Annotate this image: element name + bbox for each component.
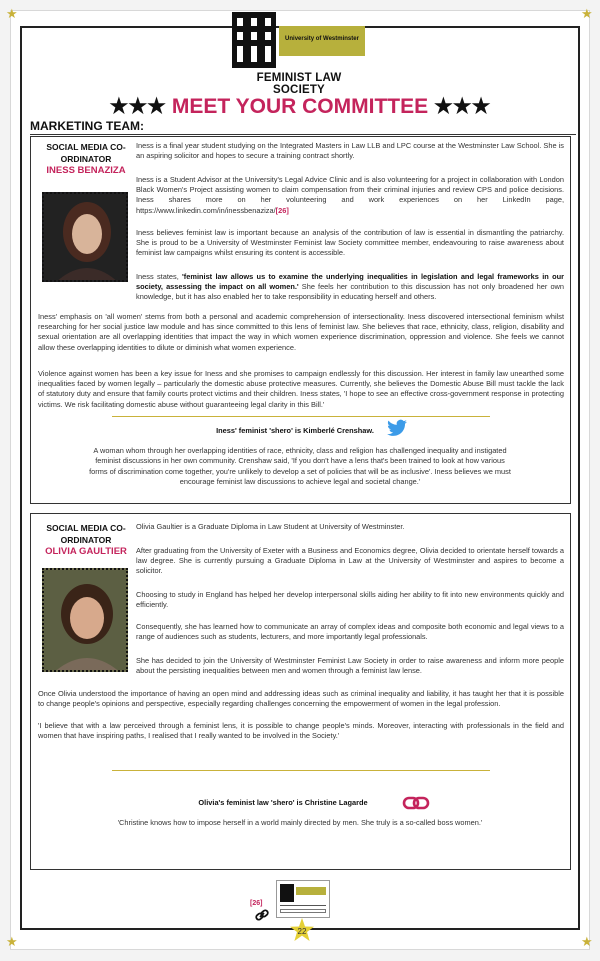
reference-link[interactable]: [26]	[275, 205, 289, 215]
page-title	[0, 94, 600, 119]
paragraph: Iness states, 'feminist law allows us to examine the underlying inequalities in legislation and legal frameworks in our society, assessing the impact on all women.' She feels her contribution to this discussion has not only broadened her own knowledge, but it has also enabled her to take responsibility in educating herself and others.	[136, 272, 564, 302]
corner-star-icon: ★	[581, 6, 593, 21]
paragraph: Iness' emphasis on 'all women' stems from both a personal and academic comprehension of intersectionality. Iness discovered intersectional feminism whilst researching for her social justice law module and has since committed to this lens of feminist law. She believes that race, ethnicity, class, religion, disability and sexual orientation are all overlapping identities that impact the way in which women experience discrimination, oppression and violence. She feels we cannot allow these overlapping identities to dilute or diminish what women experience.	[38, 312, 564, 352]
portrait-icon	[44, 570, 128, 672]
paragraph: She has decided to join the University of Westminster Feminist Law Society in order to raise awareness and inform more people about the persisting inequalities between men and women through a feminist law lense.	[136, 656, 564, 676]
page-number: 22	[297, 927, 307, 936]
footer-reference[interactable]: [26]	[250, 900, 263, 907]
paragraph: Once Olivia understood the importance of having an open mind and addressing ideas such as criminal inequality and liability, it has taught her that it is possible to change people's opinions and perspective, especially regarding challenges concerning the empowerment of women in the legal profession.	[38, 689, 564, 709]
logo-society-text: FEMINIST LAW SOCIETY	[256, 72, 342, 96]
corner-star-icon: ★	[6, 6, 18, 21]
title-stars-right: ★★★	[433, 95, 491, 118]
paragraph: Iness believes feminist law is important because an analysis of the contribution of law is essential in dismantling the patriarchy. She is proud to be a University of Westminster Feminist law Society committee member, endeavouring to raise awareness about feminist law campaigns whilst ensuring its content is accessible.	[136, 228, 564, 258]
member-name: OLIVIA GAULTIER	[45, 546, 127, 557]
paragraph: 'I believe that with a law perceived through a feminist lens, it is possible to change people's minds. Moreover, interacting with professionals in the field and women that have inspiring paths, I realised that I really wanted to be involved in the Society.'	[38, 721, 564, 741]
title-text: MEET YOUR COMMITTEE	[171, 95, 429, 118]
team-label: MARKETING TEAM:	[30, 119, 144, 133]
gold-divider	[112, 770, 490, 771]
title-stars-left: ★★★	[109, 95, 166, 118]
chain-link-icon	[402, 795, 430, 811]
member-photo	[42, 192, 128, 282]
corner-star-icon: ★	[6, 934, 18, 949]
paragraph: Violence against women has been a key issue for Iness and she promises to campaign endlessly for this discussion. Her interest in family law unearthed some inequalities faced by women legally – particularly the domestic abuse protective measures. Currently, she believes the Domestic Abuse Bill must tackle the lack of statutory duty and ensure that family courts protect victims and their children. Iness states, 'I hope to see an effective cross-government response in protecting victims. We risk facilitating domestic abuse without guaranteeing legal clarity in this Bill.'	[38, 369, 564, 409]
shero-quote: 'Christine knows how to impose herself in a world mainly directed by men. She truly is a so-called boss women.'	[117, 818, 483, 827]
footer-logo	[276, 880, 330, 918]
paragraph: Choosing to study in England has helped her develop interpersonal skills aiding her ability to fit into new environments quickly and efficiently.	[136, 590, 564, 610]
society-logo	[232, 12, 366, 100]
link-icon[interactable]	[255, 909, 269, 921]
corner-star-icon: ★	[581, 934, 593, 949]
gold-divider	[112, 416, 490, 417]
paragraph: Olivia Gaultier is a Graduate Diploma in Law Student at University of Westminster.	[136, 522, 405, 531]
divider	[30, 134, 576, 135]
paragraph: After graduating from the University of Exeter with a Business and Economics degree, Olivia decided to orientate herself towards a law degree. She is currently pursuing a Graduate Diploma in Law at the University of Westminster and aspires to become a solicitor.	[136, 546, 564, 576]
shero-quote: A woman whom through her overlapping identities of race, ethnicity, class and religion has challenged inequality and instigated feminist discussions in her own community. Crenshaw said, 'If you don't have a lens that's been trained to look at how various forms of discrimination come together, you're unlikely to develop a set of policies that will be as inclusive'. Iness believes we must encourage feminist law discussions to achieve legal and societal change.'	[89, 446, 511, 486]
member-role: SOCIAL MEDIA CO-ORDINATOR	[46, 523, 126, 545]
member-role: SOCIAL MEDIA CO-ORDINATOR	[46, 142, 126, 164]
shero-line: Olivia's feminist law 'shero' is Christine Lagarde	[198, 798, 368, 807]
paragraph: Iness is a final year student studying on the Integrated Masters in Law LLB and LPC course at the Westminster Law School. She is an aspiring solicitor and hopes to secure a training contract shortly.	[136, 141, 564, 161]
logo-university-text: University of Westminster	[285, 36, 359, 42]
portcullis-icon	[232, 12, 276, 68]
twitter-bird-icon	[386, 419, 408, 437]
paragraph: Iness is a Student Advisor at the University's Legal Advice Clinic and is also volunteering for a project in collaboration with London Black Women's Project assisting women to claim compensation from their criminal injuries and review CPS and police decisions. Iness shares more on her volunteering and work experiences on her LinkedIn page, https://www.linkedin.com/in/inessbenaziza/[26]	[136, 175, 564, 215]
portrait-icon	[44, 194, 128, 282]
shero-line: Iness' feminist 'shero' is Kimberlé Crenshaw.	[216, 426, 374, 435]
member-photo	[42, 568, 128, 672]
member-name: INESS BENAZIZA	[46, 165, 126, 176]
paragraph: Consequently, she has learned how to communicate an array of complex ideas and composite both economic and legal views to a range of audiences such as students, lecturers, and more importantly legal professionals.	[136, 622, 564, 642]
